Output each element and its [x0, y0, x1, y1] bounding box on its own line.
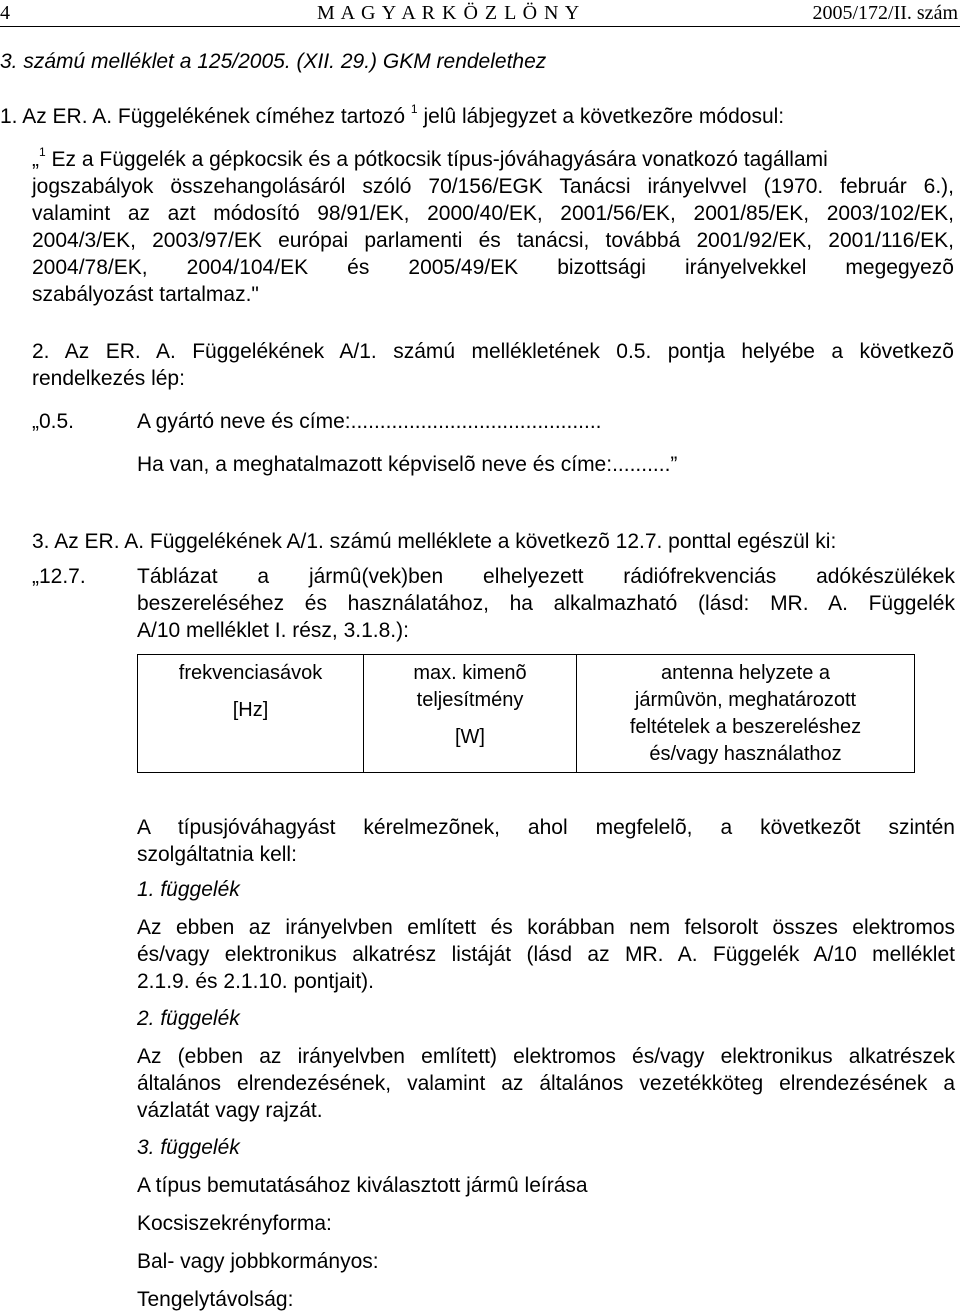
header-rule — [0, 26, 960, 27]
footnote-ref: 1 — [410, 102, 418, 116]
item3-text-3: A/10 melléklet I. rész, 3.1.8.): — [137, 619, 409, 642]
antenna-label-1: antenna helyzete a — [660, 662, 831, 684]
issue-number: 2005/172/II. szám — [812, 2, 958, 24]
item2-line-2: rendelkezés lép: — [32, 367, 185, 390]
item2-line-1: 2. Az ER. A. Függelékének A/1. számú mellékletének 0.5. pontja helyébe a következõ — [32, 340, 954, 363]
field-steering-side: Bal- vagy jobbkormányos: — [137, 1250, 379, 1273]
table-header-power — [364, 655, 577, 773]
field-body-type: Kocsiszekrényforma: — [137, 1212, 332, 1235]
requirement-line-2: szolgáltatnia kell: — [137, 843, 297, 866]
rf-transmitter-table — [137, 654, 915, 773]
frequency-unit: [Hz] — [232, 699, 269, 721]
table-row — [138, 655, 915, 773]
antenna-label-4: és/vagy használathoz — [649, 743, 842, 765]
appendix-1-line-1: Az ebben az irányelvben említett és korábban nem felsorolt összes elektromos — [137, 916, 955, 939]
footnote-line-5: 2004/78/EK, 2004/104/EK és 2005/49/EK bizottsági irányelvekkel megegyezõ — [32, 256, 954, 279]
appendix-3-line-1: A típus bemutatásához kiválasztott jármû leírása — [137, 1174, 588, 1197]
appendix-3-title: 3. függelék — [137, 1136, 240, 1159]
item2-text-2: Ha van, a meghatalmazott képviselõ neve és címe:..........” — [137, 453, 678, 476]
requirement-line-1: A típusjóváhagyást kérelmezõnek, ahol megfelelõ, a következõt szintén — [137, 816, 955, 839]
item1-intro — [0, 103, 784, 130]
appendix-1-line-3: 2.1.9. és 2.1.10. pontjait). — [137, 970, 374, 993]
antenna-label-3: feltételek a beszereléshez — [629, 716, 862, 738]
item1-intro-rest: jelû lábjegyzet a következõre módosul: — [423, 105, 785, 128]
power-unit: [W] — [455, 726, 485, 748]
footnote-number: 1 — [39, 145, 46, 159]
footnote-line-2: jogszabályok összehangolásáról szóló 70/156/EGK Tanácsi irányelvvel (1970. február 6.), — [32, 175, 954, 198]
appendix-2-line-1: Az (ebben az irányelvben említett) elektromos és/vagy elektronikus alkatrészek — [137, 1045, 955, 1068]
page-number: 4 — [0, 2, 10, 24]
appendix-2-line-3: vázlatát vagy rajzát. — [137, 1099, 323, 1122]
appendix-1-title: 1. függelék — [137, 878, 240, 901]
footnote-open-quote: „ — [32, 148, 39, 171]
journal-title: M A G Y A R K Ö Z L Ö N Y — [317, 2, 581, 24]
footnote-line-3: valamint az azt módosító 98/91/EK, 2000/40/EK, 2001/56/EK, 2001/85/EK, 2003/102/EK, — [32, 202, 954, 225]
item3-line-1: 3. Az ER. A. Függelékének A/1. számú melléklete a következõ 12.7. ponttal egészül ki: — [32, 530, 837, 553]
power-label-2: teljesítmény — [416, 689, 524, 711]
item2-text-1: A gyártó neve és címe:........................................... — [137, 410, 602, 433]
appendix-2-title: 2. függelék — [137, 1007, 240, 1030]
item1-intro-text: 1. Az ER. A. Függelékének címéhez tartozó — [0, 105, 406, 128]
table-header-frequency — [138, 655, 364, 773]
footnote-line-4: 2004/3/EK, 2003/97/EK európai parlamenti és tanácsi, továbbá 2001/92/EK, 2001/116/EK, — [32, 229, 954, 252]
table-header-antenna — [577, 655, 915, 773]
item2-num: „0.5. — [32, 410, 75, 433]
appendix-2-line-2: általános elrendezésének, valamint az általános vezetékköteg elrendezésének a — [137, 1072, 955, 1095]
field-wheelbase: Tengelytávolság: — [137, 1288, 294, 1311]
page-header — [0, 0, 960, 26]
footnote-line-6: szabályozást tartalmaz." — [32, 283, 259, 306]
antenna-label-2: jármûvön, meghatározott — [634, 689, 857, 711]
footnote-line1-text: Ez a Függelék a gépkocsik és a pótkocsik típus-jóváhagyására vonatkozó tagállami — [51, 148, 828, 171]
item3-text-2: beszereléséhez és használatához, ha alkalmazható (lásd: MR. A. Függelék — [137, 592, 955, 615]
item3-text-1: Táblázat a jármû(vek)ben elhelyezett rádiófrekvenciás adókészülékek — [137, 565, 955, 588]
footnote-line-1 — [32, 146, 828, 173]
item3-num: „12.7. — [32, 565, 86, 588]
appendix-1-line-2: és/vagy elektronikus alkatrész listáját (lásd az MR. A. Függelék A/10 melléklet — [137, 943, 955, 966]
power-label-1: max. kimenõ — [413, 662, 527, 684]
frequency-label: frekvenciasávok — [178, 662, 323, 684]
annex-title: 3. számú melléklet a 125/2005. (XII. 29.) GKM rendelethez — [0, 50, 547, 73]
